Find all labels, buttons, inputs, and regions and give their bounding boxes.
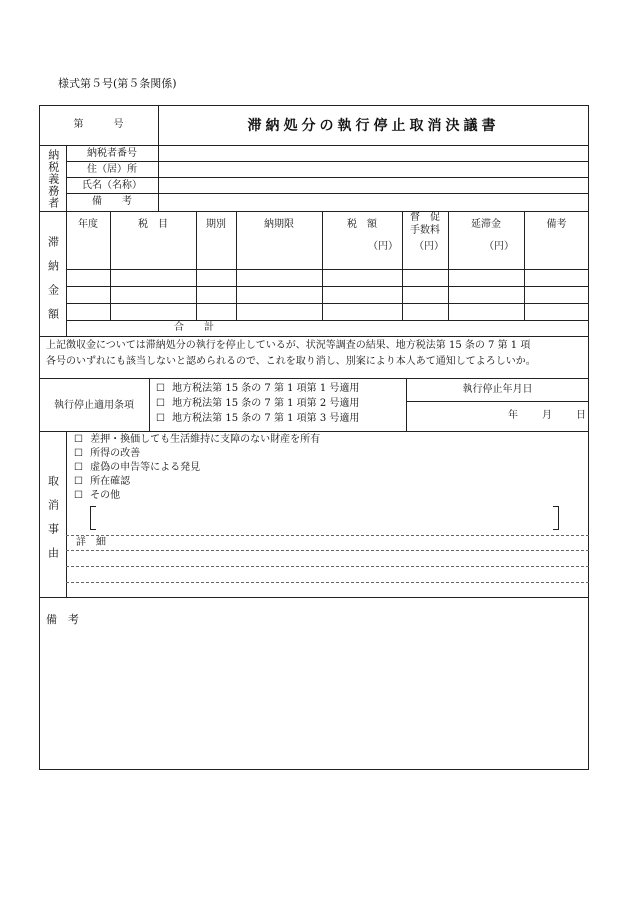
- divider: [39, 211, 589, 212]
- divider: [66, 286, 589, 287]
- reason-option-4[interactable]: ☐ 所在確認: [74, 476, 131, 487]
- date-month-label: 月: [542, 410, 552, 421]
- checkbox-icon[interactable]: ☐: [74, 434, 83, 445]
- arrears-section-label: 滞納金額: [46, 236, 60, 332]
- detail-label: 詳 細: [76, 537, 106, 548]
- statement-line-2: 各号のいずれにも該当しないと認められるので、これを取り消し、別案により本人あて通知してよろしいか。: [46, 356, 536, 367]
- clause-option-3[interactable]: ☐ 地方税法第 15 条の 7 第 1 項第 3 号適用: [156, 413, 360, 424]
- remarks-field[interactable]: [44, 630, 584, 765]
- yen-unit: （円）: [368, 241, 398, 252]
- dashed-divider: [66, 535, 589, 536]
- name-label: 氏名（名称）: [82, 180, 142, 191]
- col-tax-item: 税 目: [138, 219, 168, 230]
- reason-option-5[interactable]: ☐ その他: [74, 490, 121, 501]
- taxpayer-number-label: 納税者番号: [87, 148, 137, 159]
- total-label: 合 計: [174, 322, 214, 333]
- clause-option-1[interactable]: ☐ 地方税法第 15 条の 7 第 1 項第 1 号適用: [156, 383, 360, 394]
- divider: [66, 161, 589, 162]
- taxpayer-section-label: 納税義務者: [46, 149, 60, 209]
- divider: [66, 320, 589, 321]
- form-label: 様式第５号(第５条関係): [58, 77, 177, 90]
- clause-label: 執行停止適用条項: [54, 400, 134, 411]
- statement-line-1: 上記徴収金については滞納処分の執行を停止しているが、状況等調査の結果、地方税法第 15 条の 7 第 1 項: [46, 340, 531, 351]
- remarks-label: 備 考: [46, 613, 79, 626]
- divider: [39, 336, 589, 337]
- col-delinquency: 延滞金: [471, 219, 501, 230]
- divider: [39, 597, 589, 598]
- address-label: 住（居）所: [87, 164, 137, 175]
- number-label: 第 号: [73, 119, 124, 130]
- checkbox-icon[interactable]: ☐: [74, 476, 83, 487]
- other-bracket-left: [90, 506, 96, 530]
- reason-option-1[interactable]: ☐ 差押・換価しても生活維持に支障のない財産を所有: [74, 434, 321, 445]
- checkbox-icon[interactable]: ☐: [74, 448, 83, 459]
- col-fee-line1: 督 促: [410, 212, 440, 223]
- col-tax-amount: 税 額: [347, 219, 377, 230]
- other-bracket-right: [553, 506, 559, 530]
- yen-unit: （円）: [414, 241, 444, 252]
- col-period: 期別: [206, 219, 226, 230]
- detail-field[interactable]: [68, 551, 587, 595]
- document-title: 滞納処分の執行停止取消決議書: [247, 118, 500, 134]
- taxpayer-remarks-label: 備 考: [92, 196, 132, 207]
- checkbox-icon[interactable]: ☐: [156, 413, 165, 424]
- divider: [66, 193, 589, 194]
- checkbox-icon[interactable]: ☐: [156, 398, 165, 409]
- yen-unit: （円）: [484, 241, 514, 252]
- divider: [39, 145, 589, 146]
- reason-option-2[interactable]: ☐ 所得の改善: [74, 448, 141, 459]
- divider: [406, 401, 589, 402]
- clause-option-2[interactable]: ☐ 地方税法第 15 条の 7 第 1 項第 2 号適用: [156, 398, 360, 409]
- checkbox-icon[interactable]: ☐: [74, 490, 83, 501]
- checkbox-icon[interactable]: ☐: [156, 383, 165, 394]
- other-reason-field[interactable]: [98, 506, 550, 528]
- date-year-label: 年: [508, 410, 518, 421]
- col-due-date: 納期限: [264, 219, 294, 230]
- col-remarks: 備考: [546, 219, 567, 230]
- divider: [149, 378, 150, 431]
- stop-date-label: 執行停止年月日: [462, 384, 533, 395]
- reason-option-3[interactable]: ☐ 虚偽の申告等による発見: [74, 462, 201, 473]
- divider: [66, 269, 589, 270]
- date-day-label: 日: [576, 410, 586, 421]
- divider: [66, 431, 67, 597]
- divider: [39, 378, 589, 379]
- divider: [66, 303, 589, 304]
- col-fee-line2: 手数料: [410, 225, 440, 236]
- col-year: 年度: [78, 219, 98, 230]
- divider: [39, 431, 589, 432]
- checkbox-icon[interactable]: ☐: [74, 462, 83, 473]
- divider: [158, 145, 159, 211]
- divider: [66, 177, 589, 178]
- reason-section-label: 取消事由: [46, 475, 60, 571]
